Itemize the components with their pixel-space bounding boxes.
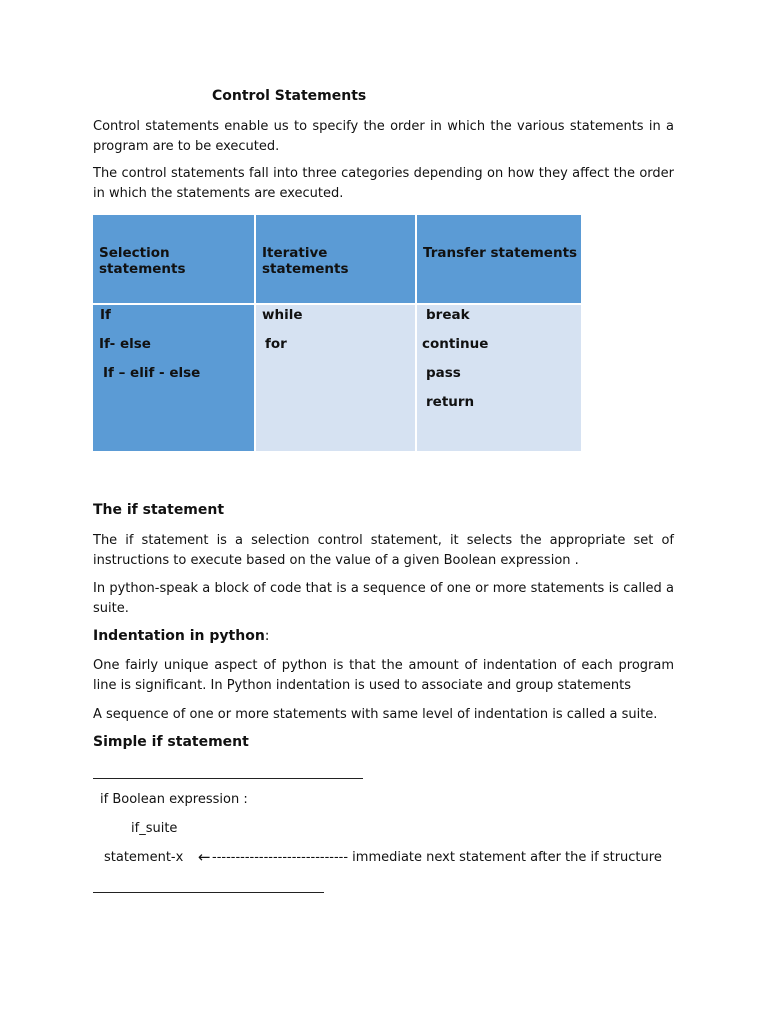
if-statement-heading: The if statement [93, 502, 225, 518]
code-line-statement-x: statement-x [104, 850, 184, 865]
code-block-top-rule [93, 778, 363, 779]
code-annotation: ----------------------------- immediate next statement after the if structure [212, 850, 662, 865]
list-item: continue [422, 336, 489, 352]
table-cell-transfer [417, 305, 581, 451]
list-item: for [265, 336, 287, 352]
indentation-paragraph-1: One fairly unique aspect of python is that the amount of indentation of each program line is significant. In Python indentation is used to associate and group statements [93, 658, 674, 693]
table-cell-iterative [256, 305, 415, 451]
control-statements-table [93, 215, 581, 451]
if-paragraph-2: In python-speak a block of code that is a sequence of one or more statements is called a suite. [93, 581, 674, 616]
simple-if-heading: Simple if statement [93, 734, 249, 750]
list-item: break [426, 307, 470, 323]
list-item: pass [426, 365, 461, 381]
intro-paragraph-2: The control statements fall into three categories depending on how they affect the order in which the statements are executed. [93, 166, 674, 201]
code-line-if-suite: if_suite [131, 821, 178, 836]
code-block-bottom-rule [93, 892, 324, 893]
list-item: while [262, 307, 303, 323]
if-paragraph-1: The if statement is a selection control statement, it selects the appropriate set of instructions to execute based on the value of a given Boolean expression . [93, 533, 674, 568]
list-item: return [426, 394, 475, 410]
list-item: If [100, 307, 111, 323]
table-header-iterative: Iterative statements [256, 215, 415, 303]
indentation-heading: Indentation in python: [93, 628, 270, 644]
left-arrow-icon: ← [198, 848, 211, 866]
intro-paragraph-1: Control statements enable us to specify the order in which the various statements in a program are to be executed. [93, 119, 674, 154]
indentation-paragraph-2: A sequence of one or more statements with same level of indentation is called a suite. [93, 707, 658, 722]
table-cell-selection [93, 305, 254, 451]
list-item: If- else [99, 336, 151, 352]
table-header-transfer: Transfer statements [417, 215, 581, 303]
list-item: If – elif - else [103, 365, 201, 381]
table-header-selection: Selection statements [93, 215, 254, 303]
page-title: Control Statements [212, 88, 367, 104]
code-line-if: if Boolean expression : [100, 792, 248, 807]
